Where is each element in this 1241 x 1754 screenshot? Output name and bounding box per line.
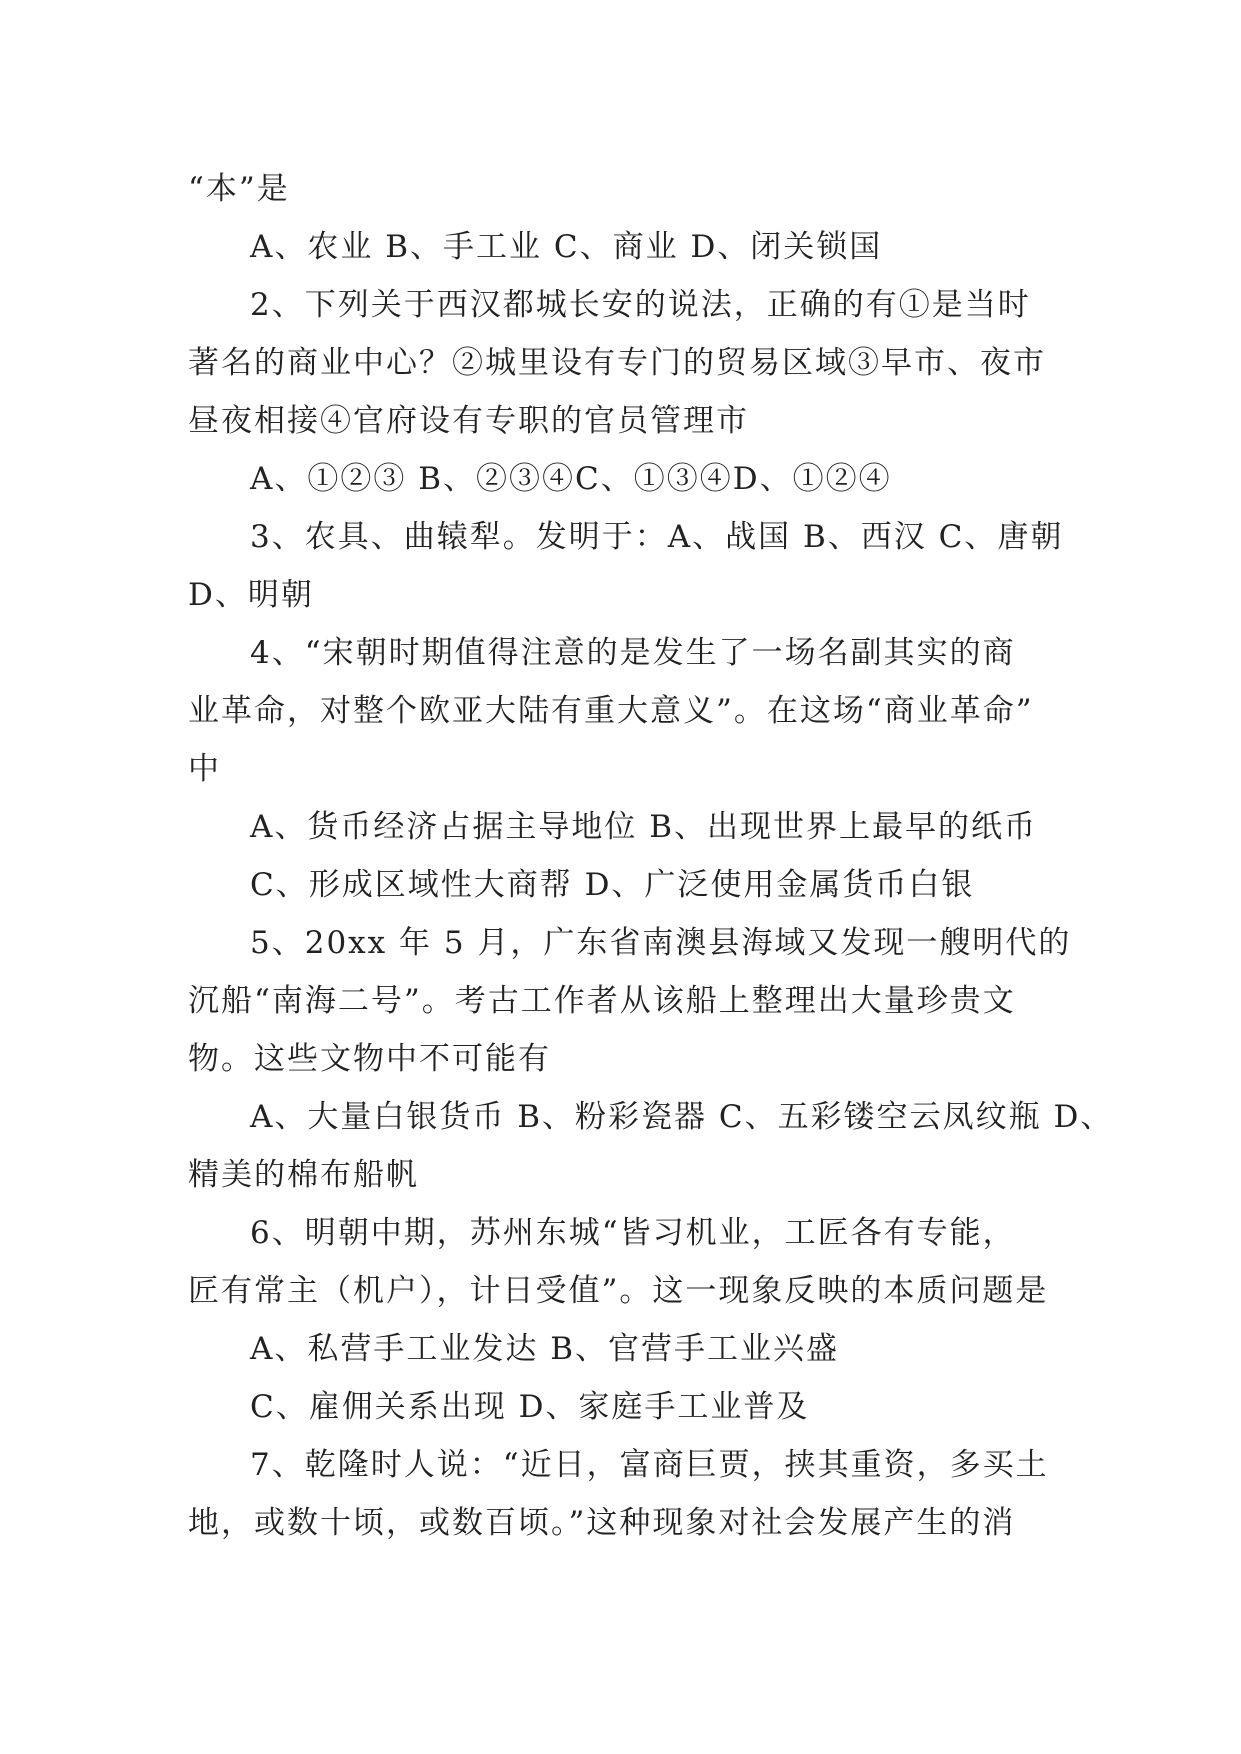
text-line: 精美的棉布船帆 (188, 1157, 419, 1193)
question-line: 7、乾隆时人说：“近日，富商巨贾，挟其重资，多买土 (250, 1447, 1049, 1483)
question-line: 6、明朝中期，苏州东城“皆习机业，工匠各有专能， (250, 1215, 1016, 1251)
question-line: 2、下列关于西汉都城长安的说法，正确的有①是当时 (250, 287, 1031, 323)
text-line: “本”是 (188, 171, 290, 207)
text-line: 物。这些文物中不可能有 (188, 1041, 551, 1077)
text-line: D、明朝 (188, 577, 314, 613)
option-line: A、私营手工业发达 B、官营手工业兴盛 (250, 1331, 840, 1367)
document-body (188, 160, 1114, 1552)
question-line: 5、20xx 年 5 月，广东省南澳县海域又发现一艘明代的 (250, 925, 1072, 961)
question-line: 3、农具、曲辕犁。发明于：A、战国 B、西汉 C、唐朝 (250, 519, 1064, 555)
text-line: 沉船“南海二号”。考古工作者从该船上整理出大量珍贵文 (188, 983, 1016, 1019)
text-line: 地，或数十顷，或数百顷。”这种现象对社会发展产生的消 (188, 1505, 1016, 1541)
option-line: A、货币经济占据主导地位 B、出现世界上最早的纸币 (250, 809, 1038, 845)
option-line: C、形成区域性大商帮 D、广泛使用金属货币白银 (250, 867, 975, 903)
question-line: 4、“宋朝时期值得注意的是发生了一场名副其实的商 (250, 635, 1016, 671)
text-line: 匠有常主（机户），计日受值”。这一现象反映的本质问题是 (188, 1273, 1049, 1309)
option-line: C、雇佣关系出现 D、家庭手工业普及 (250, 1389, 810, 1425)
option-line: A、大量白银货币 B、粉彩瓷器 C、五彩镂空云凤纹瓶 D、 (250, 1099, 1114, 1135)
text-line: 著名的商业中心？②城里设有专门的贸易区域③早市、夜市 (188, 345, 1046, 381)
option-line: A、农业 B、手工业 C、商业 D、闭关锁国 (250, 229, 883, 265)
option-line: A、①②③ B、②③④C、①③④D、①②④ (250, 461, 892, 497)
text-line: 中 (188, 751, 221, 787)
text-line: 昼夜相接④官府设有专职的官员管理市 (188, 403, 749, 439)
text-line: 业革命，对整个欧亚大陆有重大意义”。在这场“商业革命” (188, 693, 1034, 729)
